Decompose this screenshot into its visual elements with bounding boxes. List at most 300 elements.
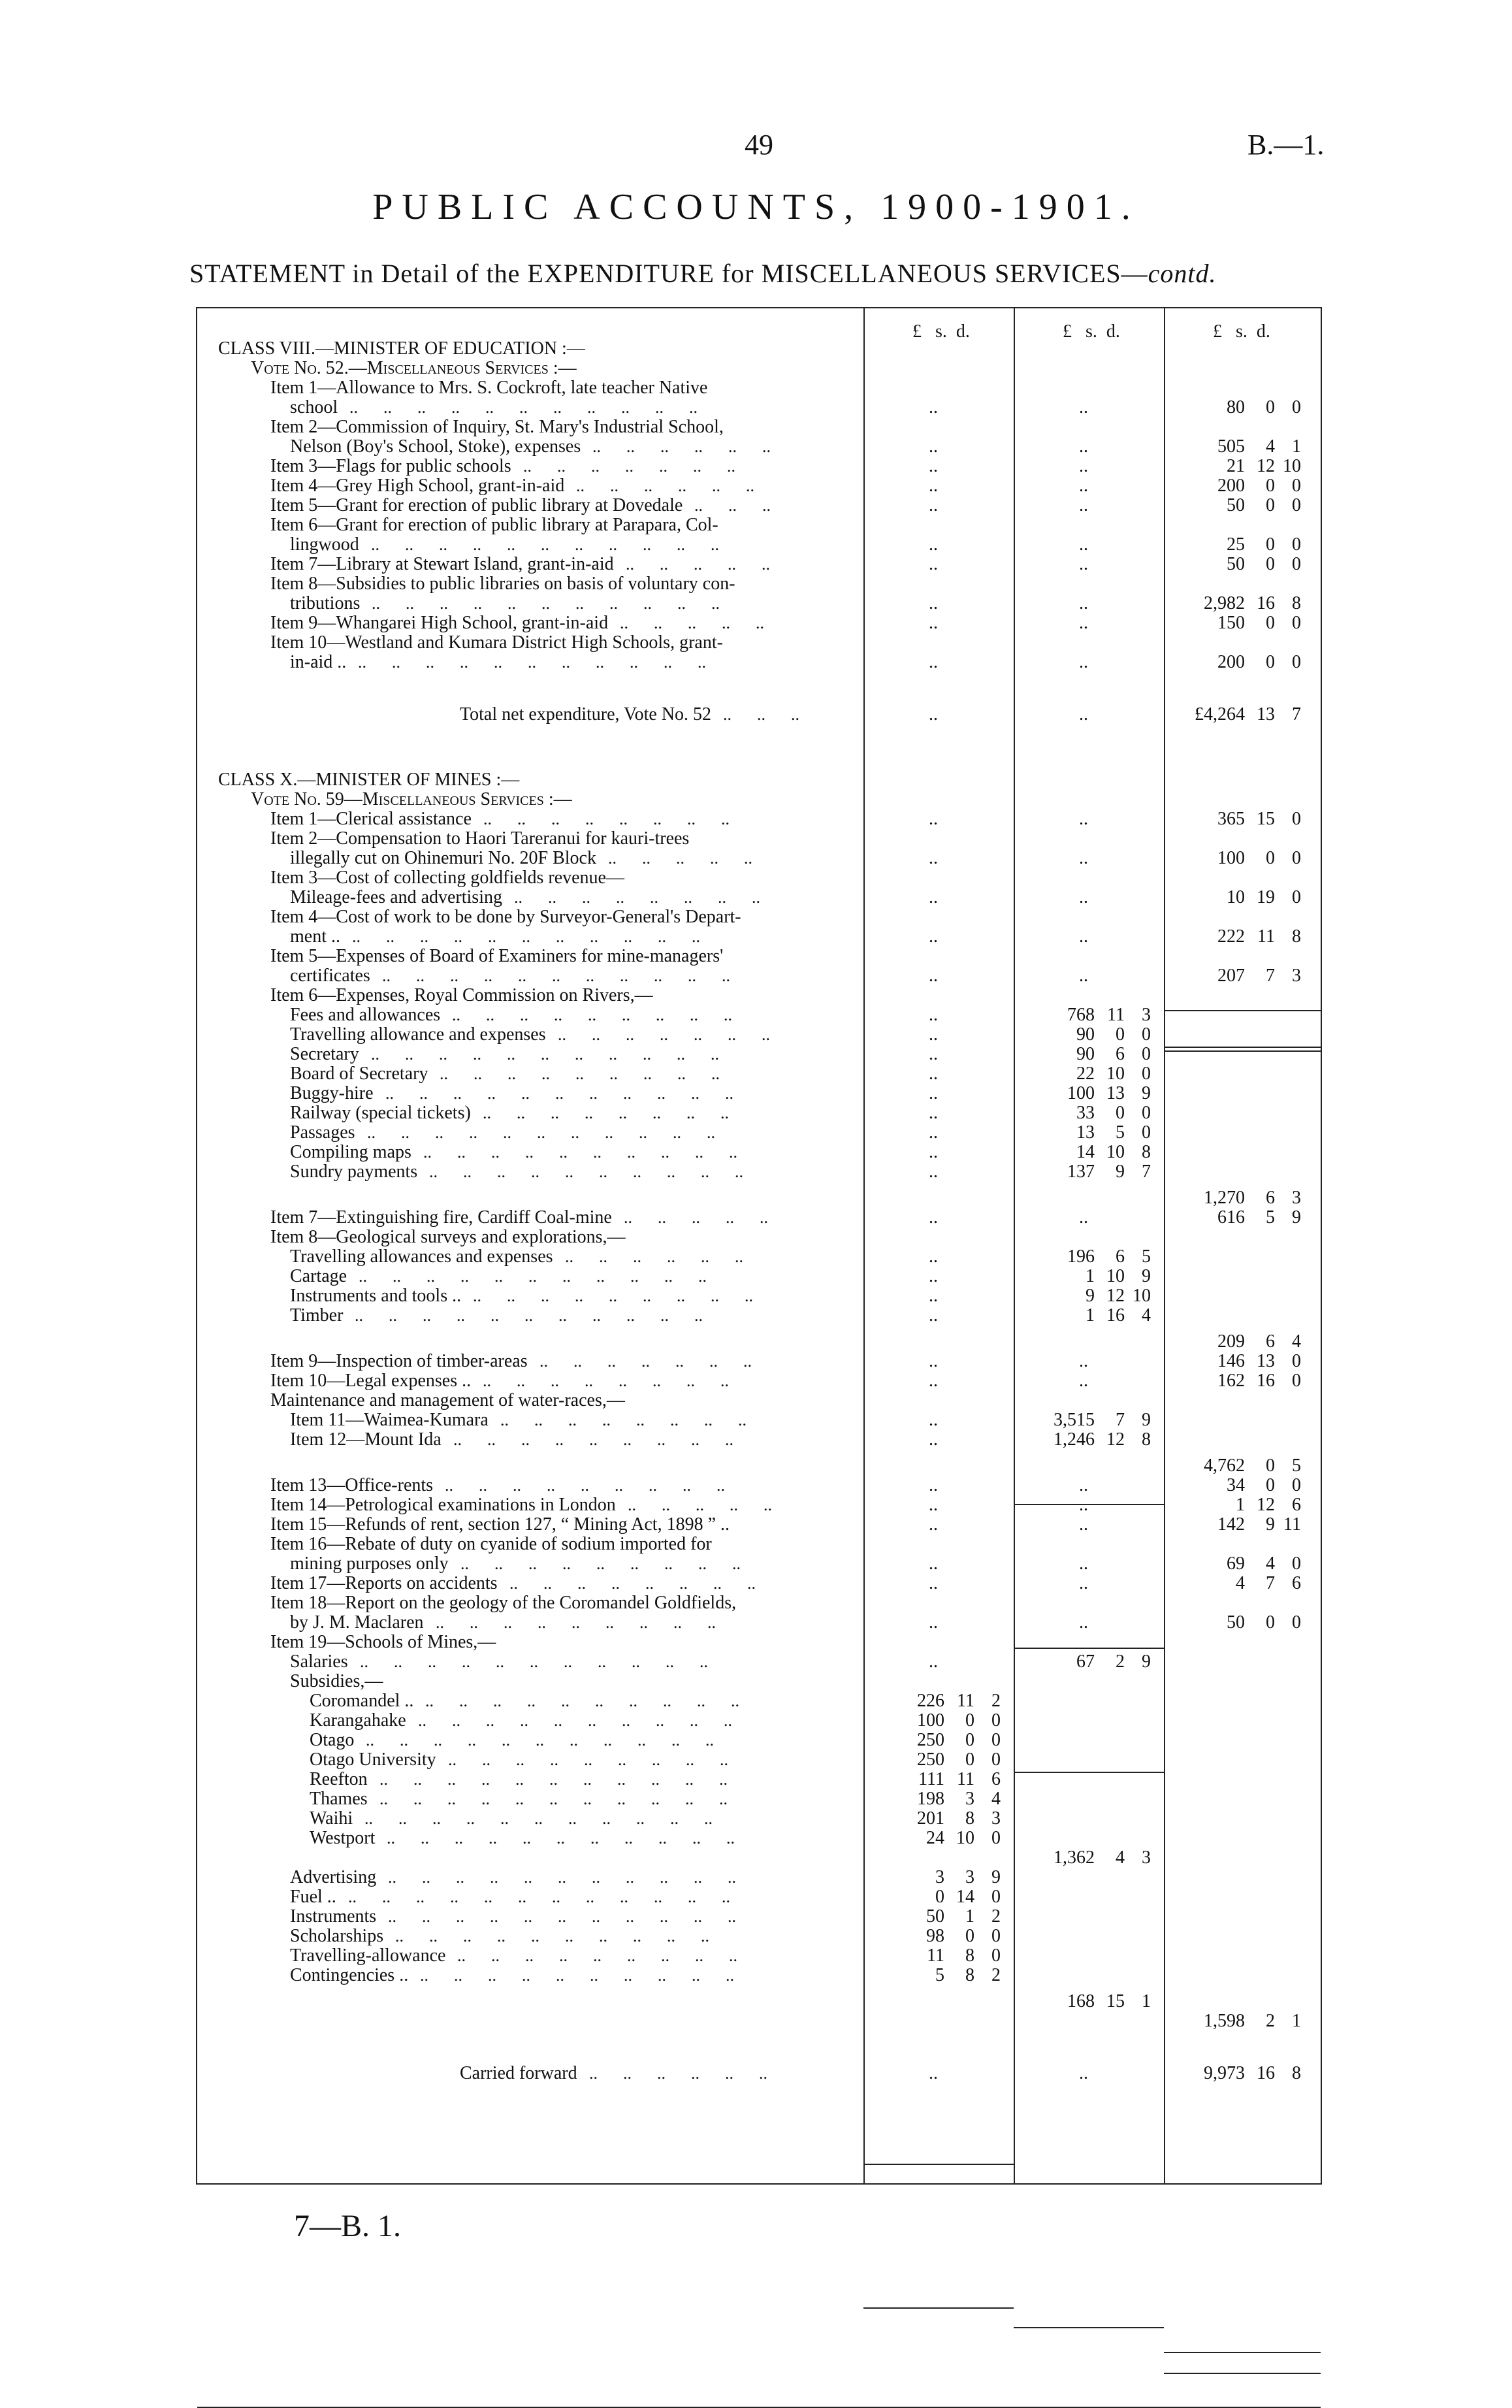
row-label: illegally cut on Ohinemuri No. 20F Block: [290, 848, 596, 868]
pence-value: 4: [1292, 1331, 1301, 1352]
pounds-value: £4,264: [1195, 704, 1245, 724]
c1-amount: [929, 1064, 938, 1084]
dot-leader: .. .. .. .. .. .. .. .. .. .. ..: [359, 1267, 707, 1286]
row-label: Railway (special tickets): [290, 1103, 471, 1123]
table-row: [197, 1142, 1321, 1163]
pence-value: 0: [1142, 1024, 1151, 1045]
shillings-value: 10: [1106, 1064, 1125, 1084]
c1-amount: [929, 1514, 938, 1535]
shillings-value: 15: [1257, 809, 1275, 829]
table-row: [197, 1495, 1321, 1516]
shillings-value: 5: [1116, 1122, 1125, 1143]
table-row: [197, 1847, 1321, 1868]
empty-cell-marker: ..: [1079, 613, 1088, 633]
dot-leader: .. .. ..: [723, 705, 799, 724]
pence-value: 7: [1142, 1162, 1151, 1182]
pounds-value: 33: [1076, 1103, 1095, 1123]
c2-amount: [1018, 1305, 1151, 1326]
empty-cell-marker: ..: [929, 1044, 938, 1064]
empty-cell-marker: ..: [1079, 534, 1088, 555]
pence-value: 6: [991, 1769, 1001, 1789]
shillings-value: 3: [965, 1867, 974, 1887]
table-row: [197, 417, 1321, 438]
c1-amount: [929, 1207, 938, 1228]
pounds-value: 2,982: [1204, 593, 1245, 613]
c2-amount: [1018, 1122, 1151, 1143]
row-label: CLASS VIII.—MINISTER OF EDUCATION :—: [218, 338, 585, 359]
row-label: Item 18—Report on the geology of the Coromandel Goldfields,: [270, 1593, 737, 1613]
pence-value: 3: [991, 1808, 1001, 1829]
subtitle-contd: contd.: [1148, 259, 1217, 288]
table-row: [197, 848, 1321, 869]
shillings-value: 4: [1266, 1554, 1275, 1574]
table-row: [197, 378, 1321, 399]
c3-amount: [1168, 456, 1301, 477]
pence-value: 0: [1292, 848, 1301, 868]
shillings-value: 6: [1116, 1246, 1125, 1267]
c1-amount: [929, 593, 938, 614]
c2-amount: [1079, 476, 1088, 496]
row-label: Advertising: [290, 1867, 377, 1887]
page-subtitle: [189, 258, 1217, 289]
table-row: [197, 1103, 1321, 1124]
pounds-value: 80: [1227, 397, 1245, 417]
table-row: [197, 358, 1321, 379]
pence-value: 0: [1292, 554, 1301, 574]
pence-value: 9: [1292, 1207, 1301, 1228]
pounds-value: 200: [1217, 652, 1245, 672]
c1-amount: [867, 1965, 1001, 1986]
shillings-value: 11: [957, 1769, 974, 1789]
expenditure-table: [196, 307, 1322, 2185]
table-row: [197, 1730, 1321, 1751]
pounds-value: 50: [926, 1906, 944, 1927]
c3-amount: [1168, 1188, 1301, 1209]
shillings-value: 12: [1106, 1429, 1125, 1450]
table-row: [197, 495, 1321, 516]
pence-value: 0: [1292, 809, 1301, 829]
c2-amount: [1018, 1286, 1151, 1307]
pence-value: 0: [1292, 534, 1301, 555]
c1-amount: [929, 966, 938, 986]
row-label: Instruments: [290, 1906, 377, 1927]
empty-cell-marker: ..: [929, 534, 938, 555]
c1-amount: [929, 1024, 938, 1045]
pence-value: 0: [1142, 1044, 1151, 1064]
pounds-value: 142: [1217, 1514, 1245, 1535]
c3-amount: [1168, 1331, 1301, 1352]
shillings-value: 10: [1106, 1266, 1125, 1286]
c1-amount: [929, 1651, 938, 1672]
table-row: [197, 966, 1321, 986]
pence-value: 8: [1292, 926, 1301, 947]
c2-amount: [1079, 1207, 1088, 1228]
c2-amount: [1079, 1495, 1088, 1516]
pounds-value: 250: [917, 1749, 944, 1770]
shillings-value: 13: [1257, 1351, 1275, 1371]
table-row: [197, 1162, 1321, 1182]
pounds-value: 146: [1217, 1351, 1245, 1371]
c2-amount: [1018, 1024, 1151, 1045]
c1-amount: [929, 613, 938, 634]
rule: [863, 2307, 1014, 2309]
c1-amount: [929, 1142, 938, 1163]
dot-leader: .. .. .. .. .. .. ..: [539, 1352, 752, 1371]
row-label: Fuel ..: [290, 1887, 336, 1907]
c2-amount: [1079, 652, 1088, 673]
col1-pounds-header: £: [912, 321, 922, 342]
table-row: [197, 789, 1321, 810]
c2-amount: [1018, 1005, 1151, 1026]
pounds-value: 505: [1217, 436, 1245, 457]
row-label: Item 14—Petrological examinations in London: [270, 1495, 616, 1515]
shillings-value: 16: [1257, 1371, 1275, 1391]
pence-value: 0: [1292, 476, 1301, 496]
shillings-value: 13: [1257, 704, 1275, 724]
pounds-value: 196: [1067, 1246, 1095, 1267]
pence-value: 3: [1142, 1005, 1151, 1025]
pence-value: 1: [1142, 1991, 1151, 2011]
row-label: Item 4—Grey High School, grant-in-aid: [270, 476, 565, 496]
c2-amount: [1018, 1651, 1151, 1672]
c1-amount: [929, 1612, 938, 1633]
dot-leader: .. .. .. .. ..: [620, 613, 764, 632]
c2-amount: [1018, 1266, 1151, 1287]
row-label: Item 12—Mount Ida: [290, 1429, 442, 1450]
pence-value: 2: [991, 1965, 1001, 1985]
shillings-value: 16: [1106, 1305, 1125, 1326]
pence-value: 0: [1292, 397, 1301, 417]
dot-leader: .. .. .. .. .. .. .. ..: [483, 1103, 729, 1122]
row-label: Mileage-fees and advertising: [290, 887, 502, 907]
empty-cell-marker: ..: [929, 1410, 938, 1430]
c3-amount: [1168, 809, 1301, 830]
dot-leader: .. .. .. .. .. .. .. .. .. .. ..: [364, 1809, 713, 1828]
row-label: Item 3—Cost of collecting goldfields revenue—: [270, 868, 624, 888]
pence-value: 0: [991, 1828, 1001, 1848]
c1-amount: [929, 1475, 938, 1496]
pounds-value: 150: [1217, 613, 1245, 633]
pence-value: 1: [1292, 2011, 1301, 2031]
pounds-value: 1,270: [1204, 1188, 1245, 1208]
dot-leader: .. .. .. .. .. .. .. .. .. ..: [420, 1966, 734, 1985]
empty-cell-marker: ..: [1079, 476, 1088, 496]
c1-amount: [867, 1926, 1001, 1947]
dot-leader: .. .. .. .. ..: [626, 555, 770, 574]
pence-value: 0: [991, 1730, 1001, 1750]
shillings-value: 6: [1116, 1044, 1125, 1064]
pounds-value: 1: [1086, 1305, 1095, 1326]
c3-amount: [1168, 1554, 1301, 1574]
dot-leader: .. .. ..: [694, 496, 771, 515]
pounds-value: 9,973: [1204, 2063, 1245, 2083]
table-row: [197, 1769, 1321, 1790]
c2-amount: [1018, 1410, 1151, 1431]
c1-amount: [929, 1351, 938, 1372]
c1-amount: [867, 1808, 1001, 1829]
table-row: [197, 770, 1321, 790]
empty-cell-marker: ..: [1079, 704, 1088, 724]
table-row: [197, 1828, 1321, 1849]
c1-amount: [929, 1554, 938, 1574]
empty-cell-marker: ..: [929, 397, 938, 417]
pounds-value: 10: [1227, 887, 1245, 907]
table-row: [197, 1266, 1321, 1287]
row-label: lingwood: [290, 534, 359, 555]
pounds-value: 90: [1076, 1044, 1095, 1064]
empty-cell-marker: ..: [929, 1103, 938, 1123]
pounds-value: 0: [935, 1887, 944, 1907]
row-label: tributions: [290, 593, 361, 613]
row-label: Vote No. 52.—Miscellaneous Services :—: [251, 358, 577, 378]
c2-amount: [1079, 554, 1088, 575]
dot-leader: .. .. .. .. ..: [608, 849, 752, 868]
row-label: by J. M. Maclaren: [290, 1612, 424, 1633]
empty-cell-marker: ..: [929, 456, 938, 476]
row-label: Board of Secretary: [290, 1064, 428, 1084]
empty-cell-marker: ..: [1079, 652, 1088, 672]
empty-cell-marker: ..: [929, 1612, 938, 1633]
c1-amount: [867, 1691, 1001, 1712]
pounds-value: 1: [1236, 1495, 1245, 1515]
table-row: [197, 1573, 1321, 1594]
rule: [1164, 2352, 1321, 2353]
empty-cell-marker: ..: [929, 926, 938, 947]
c1-amount: [929, 495, 938, 516]
table-row: [197, 613, 1321, 634]
table-row: [197, 1331, 1321, 1352]
table-row: [197, 1456, 1321, 1476]
c2-amount: [1079, 593, 1088, 614]
dot-leader: .. .. .. .. .. .. .. .. .. .. ..: [379, 1770, 728, 1789]
empty-cell-marker: ..: [1079, 1475, 1088, 1495]
pence-value: 8: [1142, 1429, 1151, 1450]
dot-leader: .. .. .. .. .. .. .. .. .. ..: [418, 1711, 732, 1730]
dot-leader: .. .. .. .. .. .. ..: [558, 1025, 770, 1044]
shillings-value: 0: [1116, 1103, 1125, 1123]
c2-amount: [1079, 704, 1088, 725]
rule: [863, 2164, 1014, 2165]
pounds-value: 100: [917, 1710, 944, 1731]
c1-amount: [929, 1044, 938, 1065]
pence-value: 1: [1292, 436, 1301, 457]
pence-value: 11: [1283, 1514, 1301, 1535]
dot-leader: .. .. .. .. .. .. .. .. .. .. ..: [366, 1731, 714, 1749]
c2-amount: [1079, 1475, 1088, 1496]
table-row: [197, 907, 1321, 928]
pounds-value: 768: [1067, 1005, 1095, 1025]
pounds-value: 14: [1076, 1142, 1095, 1162]
row-label: Subsidies,—: [290, 1671, 383, 1691]
table-row: [197, 1710, 1321, 1731]
shillings-value: 11: [957, 1691, 974, 1711]
pence-value: 3: [1142, 1847, 1151, 1868]
c2-amount: [1079, 613, 1088, 634]
shillings-value: 2: [1116, 1651, 1125, 1672]
pounds-value: 3: [935, 1867, 944, 1887]
row-label: Carried forward: [460, 2063, 577, 2083]
c2-amount: [1079, 887, 1088, 908]
dot-leader: .. .. .. .. .. .. .. .. ..: [445, 1476, 725, 1495]
pence-value: 8: [1292, 593, 1301, 613]
c3-amount: [1168, 1475, 1301, 1496]
empty-cell-marker: ..: [929, 436, 938, 457]
c1-amount: [929, 2063, 938, 2084]
col3-shillings-header: s.: [1236, 321, 1247, 342]
pounds-value: 69: [1227, 1554, 1245, 1574]
pence-value: 0: [1292, 613, 1301, 633]
row-label: Vote No. 59—Miscellaneous Services :—: [251, 789, 572, 809]
pounds-value: 4,762: [1204, 1456, 1245, 1476]
dot-leader: .. .. .. .. .. .. .. .. ..: [436, 1613, 716, 1632]
c1-amount: [867, 1945, 1001, 1966]
shillings-value: 7: [1116, 1410, 1125, 1430]
shillings-value: 0: [1266, 848, 1275, 868]
pounds-value: 200: [1217, 476, 1245, 496]
table-row: [197, 1593, 1321, 1614]
shillings-value: 0: [965, 1730, 974, 1750]
shillings-value: 0: [1266, 613, 1275, 633]
pence-value: 0: [1292, 1351, 1301, 1371]
dot-leader: .. .. .. .. ..: [624, 1208, 768, 1227]
dot-leader: .. .. .. .. .. .. .. .. .. .. ..: [388, 1907, 736, 1926]
empty-cell-marker: ..: [1079, 1612, 1088, 1633]
c1-amount: [929, 1005, 938, 1026]
empty-cell-marker: ..: [929, 613, 938, 633]
row-label: Salaries: [290, 1651, 348, 1672]
shillings-value: 9: [1266, 1514, 1275, 1535]
c3-amount: [1168, 1371, 1301, 1391]
dot-leader: .. .. .. .. .. .. .. .. .. .. ..: [367, 1123, 715, 1142]
empty-cell-marker: ..: [1079, 2063, 1088, 2083]
rule: [1014, 2327, 1164, 2328]
dot-leader: .. .. .. .. .. .. .. .. ..: [453, 1430, 733, 1449]
c3-amount: [1168, 1573, 1301, 1594]
c3-amount: [1168, 1207, 1301, 1228]
pounds-value: 22: [1076, 1064, 1095, 1084]
empty-cell-marker: ..: [929, 1142, 938, 1162]
table-row: [197, 1064, 1321, 1084]
c3-amount: [1168, 652, 1301, 673]
row-label: Coromandel ..: [310, 1691, 414, 1711]
c2-amount: [1079, 1514, 1088, 1535]
empty-cell-marker: ..: [1079, 1495, 1088, 1515]
table-row: [197, 1246, 1321, 1267]
empty-cell-marker: ..: [1079, 887, 1088, 907]
table-row: [197, 809, 1321, 830]
shillings-value: 12: [1106, 1286, 1125, 1306]
c3-amount: [1168, 926, 1301, 947]
shillings-value: 0: [1266, 1612, 1275, 1633]
empty-cell-marker: ..: [1079, 848, 1088, 868]
empty-cell-marker: ..: [929, 1207, 938, 1228]
pounds-value: 198: [917, 1789, 944, 1809]
pence-value: 0: [1292, 495, 1301, 515]
row-label: Waihi: [310, 1808, 353, 1829]
pence-value: 9: [1142, 1266, 1151, 1286]
pounds-value: 25: [1227, 534, 1245, 555]
pounds-value: 222: [1217, 926, 1245, 947]
dot-leader: .. .. .. .. .. .. .. ..: [500, 1410, 747, 1429]
c2-amount: [1018, 1847, 1151, 1868]
c1-amount: [929, 397, 938, 418]
c3-amount: [1168, 534, 1301, 555]
table-row: [197, 1207, 1321, 1228]
row-label: ment ..: [290, 926, 340, 947]
shillings-value: 5: [1266, 1207, 1275, 1228]
pounds-value: 1: [1086, 1266, 1095, 1286]
row-label: Travelling allowance and expenses: [290, 1024, 546, 1045]
pence-value: 9: [1142, 1651, 1151, 1672]
c3-amount: [1168, 495, 1301, 516]
c1-amount: [867, 1769, 1001, 1790]
pounds-value: 616: [1217, 1207, 1245, 1228]
pounds-value: 5: [935, 1965, 944, 1985]
row-label: Item 5—Expenses of Board of Examiners for mine-managers': [270, 946, 724, 966]
empty-cell-marker: ..: [1079, 1554, 1088, 1574]
row-label: Buggy-hire: [290, 1083, 374, 1103]
table-row: [197, 1286, 1321, 1307]
table-row: [197, 1691, 1321, 1712]
pounds-value: 98: [926, 1926, 944, 1946]
c2-amount: [1018, 1142, 1151, 1163]
empty-cell-marker: ..: [929, 593, 938, 613]
pence-value: 0: [991, 1926, 1001, 1946]
dot-leader: .. .. .. .. ..: [628, 1495, 772, 1514]
row-label: mining purposes only: [290, 1554, 449, 1574]
table-row: [197, 1808, 1321, 1829]
pence-value: 3: [1292, 966, 1301, 986]
dot-leader: .. .. .. .. .. .. .. .. .. .. ..: [371, 535, 719, 554]
row-label: Item 17—Reports on accidents: [270, 1573, 498, 1593]
table-row: [197, 1305, 1321, 1326]
table-row: [197, 1005, 1321, 1026]
pounds-value: 50: [1227, 1612, 1245, 1633]
table-row: [197, 1612, 1321, 1633]
col1-shillings-header: s.: [935, 321, 947, 342]
c1-amount: [929, 652, 938, 673]
row-label: Cartage: [290, 1266, 347, 1286]
c2-amount: [1079, 809, 1088, 830]
table-row: [197, 1991, 1321, 2012]
empty-cell-marker: ..: [1079, 593, 1088, 613]
dot-leader: .. .. .. .. .. .. .. ..: [514, 888, 760, 907]
pence-value: 10: [1283, 456, 1301, 476]
shillings-value: 0: [1266, 476, 1275, 496]
pence-value: 8: [1142, 1142, 1151, 1162]
c2-amount: [1079, 966, 1088, 986]
pounds-value: 4: [1236, 1573, 1245, 1593]
table-row: [197, 1475, 1321, 1496]
c2-amount: [1079, 1371, 1088, 1391]
table-row: [197, 1227, 1321, 1248]
table-row: [197, 2063, 1321, 2084]
row-label: Reefton: [310, 1769, 368, 1789]
page-footer: 7—B. 1.: [294, 2209, 402, 2243]
dot-leader: .. .. .. .. .. .. .. .. .. .. ..: [382, 966, 730, 985]
dot-leader: .. .. .. .. .. .. .. ..: [483, 1371, 729, 1390]
row-label: Item 1—Clerical assistance: [270, 809, 472, 829]
c1-amount: [929, 534, 938, 555]
table-row: [197, 1867, 1321, 1888]
pounds-value: 1,362: [1054, 1847, 1095, 1868]
c1-amount: [929, 1410, 938, 1431]
row-label: Passages: [290, 1122, 355, 1143]
empty-cell-marker: ..: [929, 1573, 938, 1593]
table-row: [197, 652, 1321, 673]
empty-cell-marker: ..: [929, 1305, 938, 1326]
row-label: CLASS X.—MINISTER OF MINES :—: [218, 770, 520, 790]
